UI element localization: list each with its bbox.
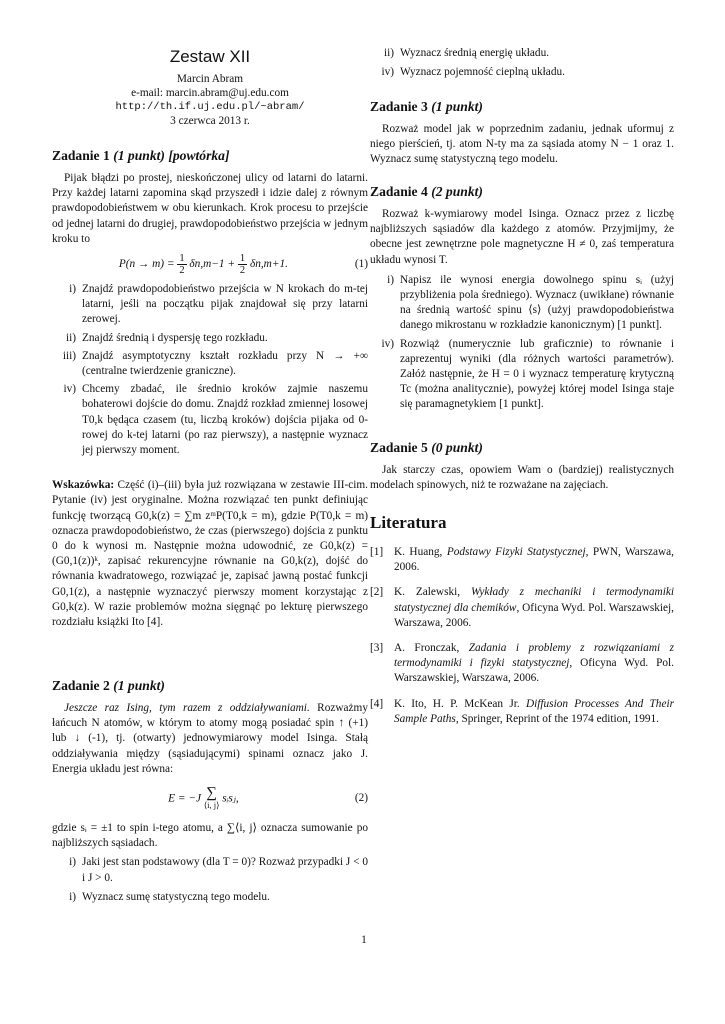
author-email: e-mail: marcin.abram@uj.edu.com [131,87,289,99]
equation-2-number: (2) [354,792,368,805]
zad1-intro: Pijak błądzi po prostej, nieskończonej ulicy od latarni do latarni. Przy każdej latarni zapomina skąd przyszedł i idzie dalej z równym prawdopodobieństwem w obu kierunkach. Krok procesu to przejście od jednej latarni do drugiej, prawdopodobieństwo przejścia w jednym kroku to [52,172,368,245]
zad5-heading: Zadanie 5 (0 punkt) [370,440,483,455]
fraction: $\frac{1}{2}$ [179,253,185,277]
zad1-list [52,282,368,458]
bib-entry: [4] K. Ito, H. P. McKean Jr. Diffusion Processes And Their Sample Paths, Springer, Reprint of the 1974 edition, 1991. [370,697,674,725]
list-item: iv) Chcemy zbadać, ile średnio kroków zajmie naszemu bohaterowi dojście do domu. Znajdź rozkład zmiennej losowej T0,k będąca czasem (tu, liczbą kroków) dojścia pijaka od 0-rowej do k-tej latarni (po raz pierwszy), a następnie wyznacz jej pierwszy moment. [63,383,368,457]
sum-symbol: ∑ [206,785,217,802]
zad3-heading: Zadanie 3 (1 punkt) [370,99,483,114]
zad5-text: Jak starczy czas, opowiem Wam o (bardziej) realistycznych modelach spinowych, niż te rozważane na zajęciach. [370,464,674,492]
zad2-after: gdzie sᵢ = ±1 to spin i-tego atomu, a ∑⟨i, j⟩ oznacza sumowanie po najbliższych sąsiadach. [52,822,368,850]
zad1-hint: Wskazówka: Część (i)–(iii) była już rozwiązana w zestawie III-cim. Pytanie (iv) jest oryginalne. Można rozwiązać ten punkt definiując funkcję tworzącą G0,k(z) = ∑m zᵐP(T0,k = m), gdzie P(T0,k = m) oznacza prawdopodobieństwo, że czas (pierwszego) dojścia z punktu 0 do k wynosi m. Następnie można udowodnić, ze G0,k(z) = (G0,1(z))ᵏ, zapisać rekurencyjne równanie na G0,k(z), dojść do równania kwadratowego, rozwiązać je, zapisać jawną postać funkcji G0,1(z), a następnie wyznaczyć pierwszy moment korzystając z G0,k(z). W razie problemów można sięgnąć po lekturę pierwszego rozdziału książki Ito [4]. [52,479,368,629]
zad3-body [370,122,674,168]
document-date: 3 czerwca 2013 r. [170,115,250,127]
fraction: $\frac{1}{2}$ [239,253,246,277]
sum-subscript: ⟨i, j⟩ [203,800,220,811]
equation-1-formula: P(n → m) = $\frac{1}{2}$ δn,m−1 + $\frac{1}{2}$ δn,m+1. [118,253,288,277]
zad3-text: Rozważ model jak w poprzednim zadaniu, jednak uformuj z niego pierścień, tj. atom N-ty ma za sąsiada atomy N − 1 oraz 1. Wyznacz sumę statystyczną tego modelu. [370,123,674,166]
equation-1 [52,253,368,276]
list-item: ii) Znajdź średnią i dyspersję tego rozkładu. [65,331,268,344]
author-name: Marcin Abram [176,73,244,85]
list-item: iii) Znajdź asymptotyczny kształt rozkładu przy N → +∞ (centralne twierdzenie graniczne). [62,349,368,378]
zad2-list-right [370,46,674,80]
list-item: i) Znajdź prawdopodobieństwo przejścia w N krokach do m-tej latarni, jeśli na początku pijak znajdował się przy latarni zerowej. [69,283,368,326]
list-item: i) Napisz ile wynosi energia dowolnego spinu sᵢ (użyj przybliżenia pola średniego). Wyznacz (uwikłane) równanie na średnią wartość spinu ⟨s⟩ (użyj prawdopodobieństwa danego mikrostanu w rozkładzie kanonicznym) [1 punkt]. [387,273,674,332]
zad2-intro: Jeszcze raz Ising, tym razem z oddziaływaniami. Rozważmy łańcuch N atomów, w którym to atomy mogą posiadać spin ↑ (+1) lub ↓ (-1), tj. (otwarty) jednowymiarowy model Isinga. Stałą oddziaływania między (sąsiadującymi) spinami oznacz jako J. Energia układu jest równa: [52,702,368,775]
zad4-list [370,273,674,413]
zad2-body [52,701,368,905]
zad2-heading: Zadanie 2 (1 punkt) [52,678,165,693]
zad1-heading: Zadanie 1 (1 punkt) [powtórka] [52,148,230,163]
bib-entry: [1] K. Huang, Podstawy Fizyki Statystycznej, PWN, Warszawa, 2006. [370,546,675,574]
equation-2-formula: E = −J ∑ ⟨i, j⟩ sᵢsⱼ, [168,785,239,811]
list-item: iv) Rozwiąż (numerycznie lub graficznie) to równanie i zaprezentuj wyniki (dla różnych wartości parametrów). Załóż następnie, że H = 0 i wyznacz temperaturę krytyczną Tc (można analitycznie), powyżej której model Isinga staje się paramagnetykiem [1 punkt]. [381,337,674,411]
zad5-body [370,463,674,493]
bibliography [370,545,674,727]
list-item: i) Jaki jest stan podstawowy (dla T = 0)? Rozważ przypadki J < 0 i J > 0. [69,856,368,884]
bib-entry: [2] K. Zalewski, Wykłady z mechaniki i termodynamiki statystycznej dla chemików, Oficyna Wyd. Pol. Warszawskiej, Warszawa, 2006. [370,586,675,629]
list-item: iv) Wyznacz pojemność cieplną układu. [381,66,565,79]
zad4-heading: Zadanie 4 (2 punkt) [370,184,483,199]
list-item: ii) Wyznacz średnią energię układu. [383,47,550,59]
document-title: Zestaw XII [169,47,251,66]
list-item: i) Wyznacz sumę statystyczną tego modelu. [69,890,270,903]
bib-entry: [3] A. Fronczak, Zadania i problemy z rozwiązaniami z termodynamiki i fizyki statystycznej, Oficyna Wyd. Pol. Warszawskiej, Warszawa, 2006. [370,642,674,685]
zad2-list-left [52,855,368,905]
zad4-body [370,207,674,413]
literatura-heading: Literatura [370,513,447,532]
zad4-text: Rozważ k-wymiarowy model Isinga. Oznacz przez z liczbę najbliższych sąsiadów dla każdego z atomów. Przyjmijmy, że obecne jest zewnętrzne pole magnetyczne H ≠ 0, zaś temperatura układu wynosi T. [370,208,674,266]
zad1-body [52,171,368,630]
author-url[interactable]: http://th.if.uj.edu.pl/~abram/ [115,101,305,113]
page-number: 1 [361,934,367,946]
equation-1-number: (1) [354,257,368,270]
equation-2 [52,787,368,811]
